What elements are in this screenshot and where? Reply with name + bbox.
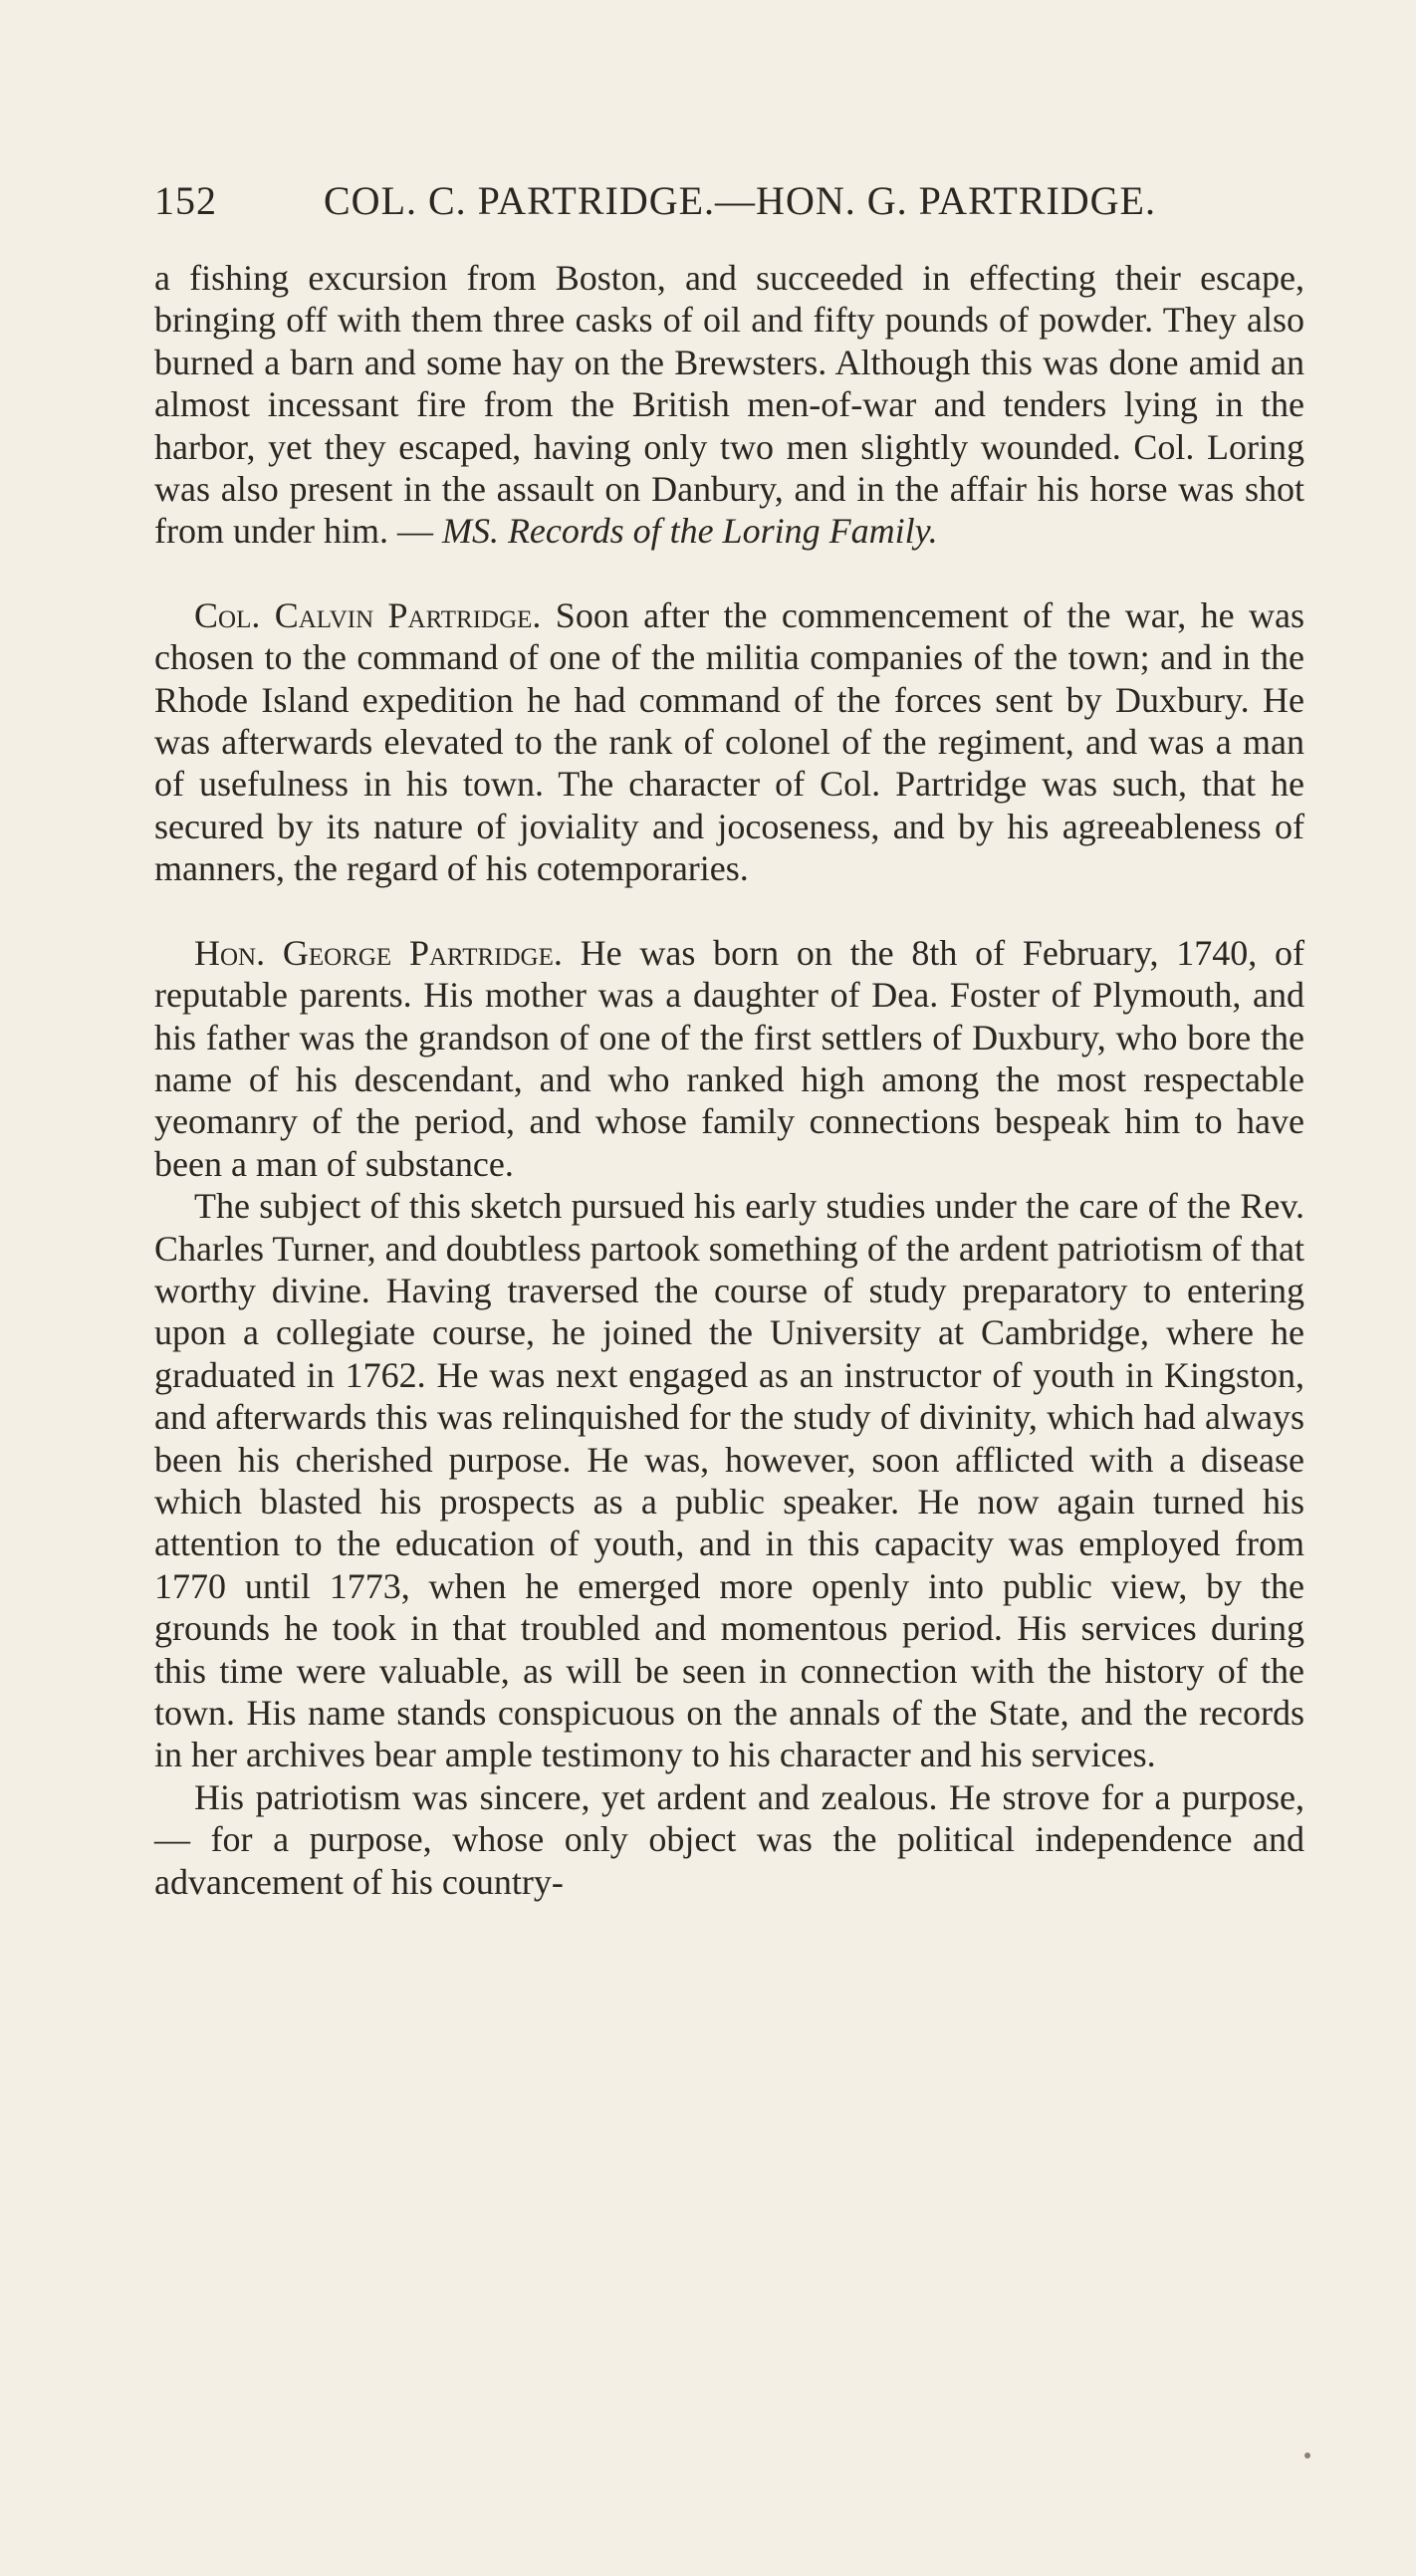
paragraph-calvin-partridge (154, 594, 1304, 890)
citation: MS. Records of the Loring Family. (441, 511, 938, 552)
book-page (154, 0, 1304, 2576)
section-heading: Col. Calvin Partridge. (194, 594, 542, 635)
paragraph-text: Soon after the commencement of the war, he was chosen to the command of one of the militia companies of the town; and in the Rhode Island expedition he had command of the forces sent by Duxbury. He was afterwards elevated to the rank of colonel of the regiment, and was a man of usefulness in his town. The character of Col. Partridge was such, that he secured by its nature of joviality and jocoseness, and by his agreeableness of manners, the regard of his cotemporaries. (154, 594, 1304, 889)
paragraph-text: a fishing excursion from Boston, and succeeded in effecting their escape, bringing off with them three casks of oil and fifty pounds of powder. They also burned a barn and some hay on the Brewsters. Although this was done amid an almost incessant fire from the British men-of-war and tenders lying in the harbor, yet they escaped, having only two men slightly wounded. Col. Loring was also present in the assault on Danbury, and in the affair his horse was shot from under him. — (154, 258, 1304, 552)
paragraph-text: The subject of this sketch pursued his early studies under the care of the Rev. Charles Turner, and doubtless partook something of the ardent patriotism of that worthy divine. Having traversed the course of study preparatory to entering upon a collegiate course, he joined the University at Cambridge, where he graduated in 1762. He was next engaged as an instructor of youth in Kingston, and afterwards this was relinquished for the study of divinity, which had always been his cherished purpose. He was, however, soon afflicted with a disease which blasted his prospects as a public speaker. He now again turned his attention to the education of youth, and in this capacity was employed from 1770 until 1773, when he emerged more openly into public view, by the grounds he took in that troubled and momentous period. His services during this time were valuable, as will be seen in connection with the history of the town. His name stands conspicuous on the annals of the State, and the records in her archives bear ample testimony to his character and his services. (154, 1186, 1304, 1775)
paragraph-text: He was born on the 8th of February, 1740, of reputable parents. His mother was a daughter of Dea. Foster of Plymouth, and his father was the grandson of one of the first settlers of Duxbury, who bore the name of his descendant, and who ranked high among the most respectable yeomanry of the period, and whose family connections bespeak him to have been a man of substance. (154, 932, 1304, 1184)
paragraph-loring-continued (154, 257, 1304, 553)
section-heading: Hon. George Partridge. (194, 932, 563, 973)
page-header (154, 177, 1304, 233)
paper-speck (1304, 2453, 1310, 2459)
paragraph-george-partridge (154, 932, 1304, 1185)
page-number: 152 (154, 178, 217, 223)
paragraph-patriotism (154, 1776, 1304, 1903)
running-title: COL. C. PARTRIDGE.—HON. G. PARTRIDGE. (324, 178, 1156, 223)
body-text (154, 257, 1304, 1903)
paragraph-early-studies (154, 1185, 1304, 1776)
paragraph-text: His patriotism was sincere, yet ardent and zealous. He strove for a purpose, — for a purpose, whose only object was the political independence and advancement of his country- (154, 1776, 1304, 1902)
